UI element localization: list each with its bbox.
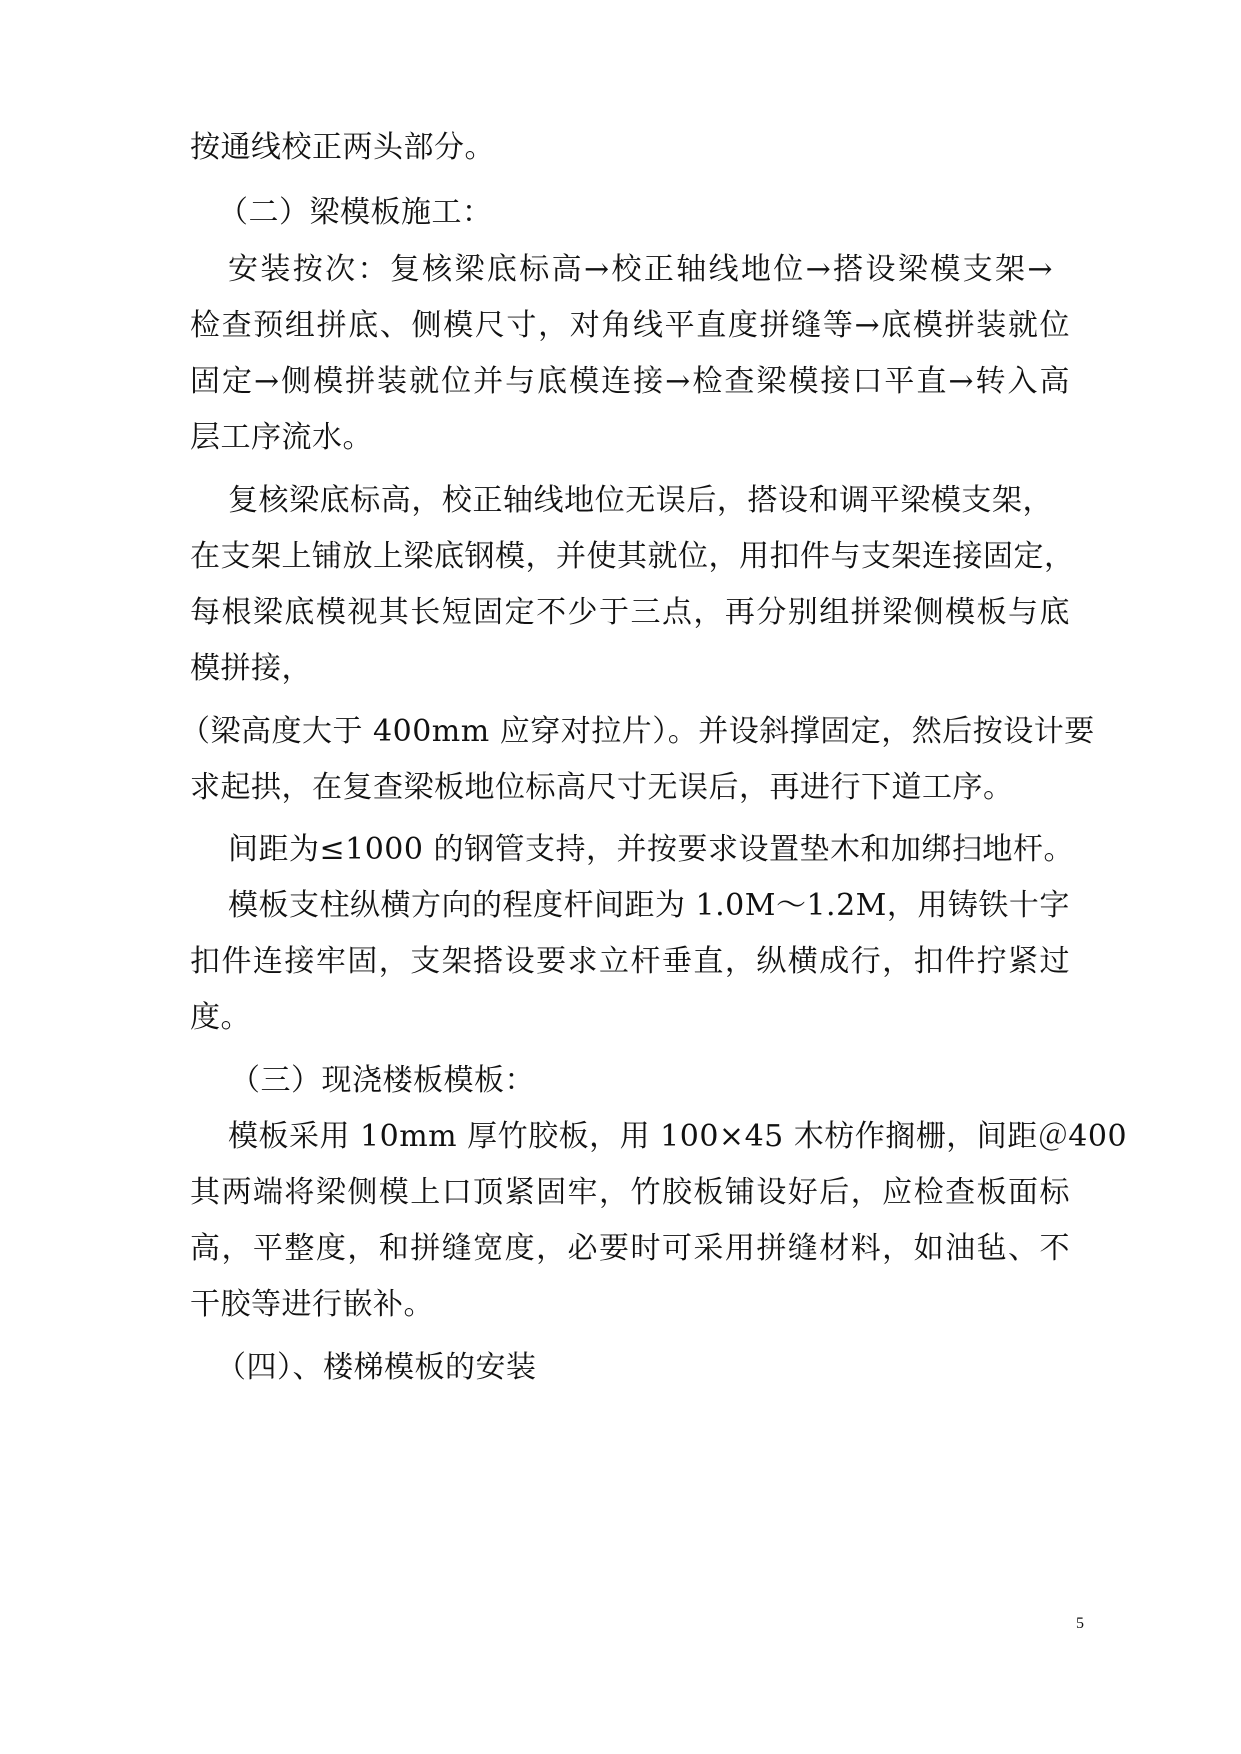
section-heading: （四）、楼梯模板的安装 (216, 1350, 537, 1385)
text-line: 模板支柱纵横方向的程度杆间距为 1.0M～1.2M，用铸铁十字 (228, 888, 1070, 923)
text-line: （梁高度大于 400mm 应穿对拉片）。并设斜撑固定，然后按设计要 (180, 714, 1095, 749)
page-number: 5 (1076, 1615, 1084, 1632)
text-line: 间距为≤1000 的钢管支持，并按要求设置垫木和加绑扫地杆。 (228, 832, 1075, 867)
text-line: 安装按次：复核梁底标高→校正轴线地位→搭设梁模支架→ (228, 252, 1053, 287)
text-line: 求起拱，在复查梁板地位标高尺寸无误后，再进行下道工序。 (190, 770, 1014, 805)
text-line: 高，平整度，和拼缝宽度，必要时可采用拼缝材料，如油毡、不 (190, 1231, 1070, 1266)
text-line: 固定→侧模拼装就位并与底模连接→检查梁模接口平直→转入高 (190, 364, 1070, 399)
text-line: 层工序流水。 (190, 420, 373, 455)
text-line: 度。 (190, 1000, 251, 1035)
text-line: 模板采用 10mm 厚竹胶板，用 100×45 木枋作搁栅，间距＠400 (228, 1119, 1128, 1154)
text-line: 每根梁底模视其长短固定不少于三点，再分别组拼梁侧模板与底 (190, 595, 1070, 630)
text-line: 扣件连接牢固，支架搭设要求立杆垂直，纵横成行，扣件拧紧过 (190, 944, 1070, 979)
text-line: 复核梁底标高，校正轴线地位无误后，搭设和调平梁模支架， (228, 483, 1053, 518)
section-heading: （三）现浇楼板模板： (230, 1063, 535, 1098)
text-line: 按通线校正两头部分。 (190, 130, 495, 165)
text-line: 模拼接， (190, 651, 312, 686)
text-line: 在支架上铺放上梁底钢模，并使其就位，用扣件与支架连接固定， (190, 539, 1075, 574)
text-line: 其两端将梁侧模上口顶紧固牢，竹胶板铺设好后，应检查板面标 (190, 1175, 1070, 1210)
text-line: 检查预组拼底、侧模尺寸，对角线平直度拼缝等→底模拼装就位 (190, 308, 1070, 343)
section-heading: （二）梁模板施工： (218, 195, 493, 230)
text-line: 干胶等进行嵌补。 (190, 1287, 434, 1322)
